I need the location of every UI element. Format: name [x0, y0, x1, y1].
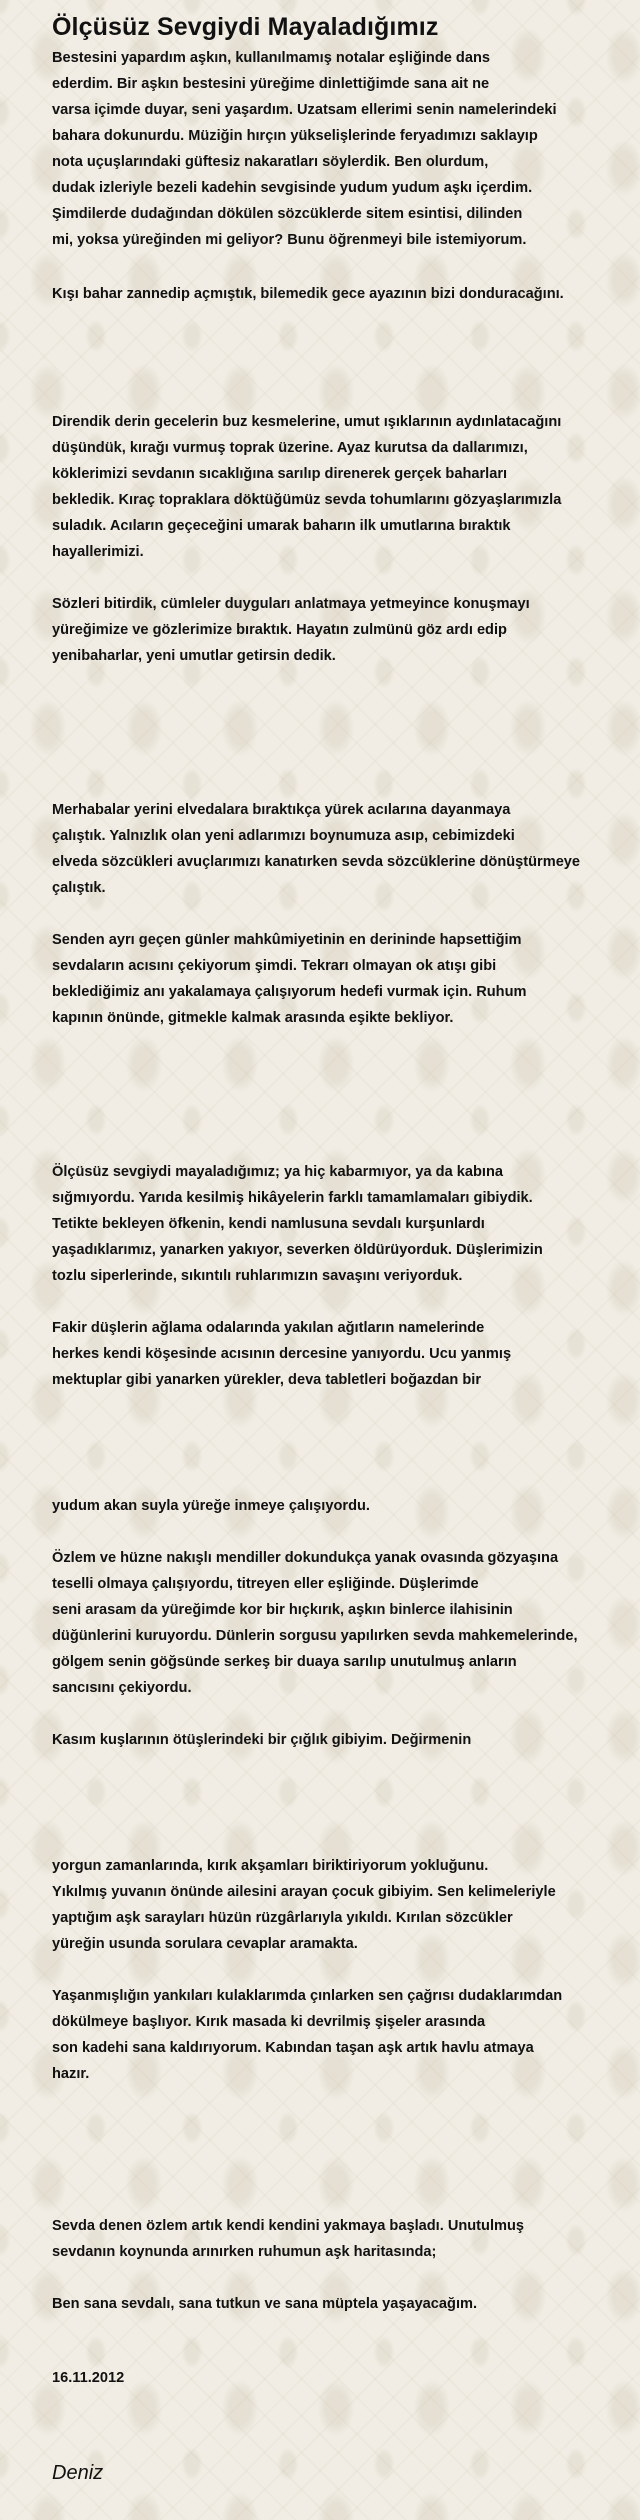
text-line: Merhabalar yerini elvedalara bıraktıkça yürek acılarına dayanmaya — [52, 802, 511, 818]
text-line: sancısını çekiyordu. — [52, 1680, 192, 1696]
text-line: Fakir düşlerin ağlama odalarında yakılan ağıtların namelerinde — [52, 1320, 485, 1336]
text-line: Sözleri bitirdik, cümleler duyguları anlatmaya yetmeyince konuşmayı — [52, 596, 530, 612]
text-line: Kışı bahar zannedip açmıştık, bilemedik gece ayazının bizi donduracağını. — [52, 286, 564, 302]
text-line: Senden ayrı geçen günler mahkûmiyetinin en derininde hapsettiğim — [52, 932, 522, 948]
text-line: mi, yoksa yüreğinden mi geliyor? Bunu öğrenmeyi bile istemiyorum. — [52, 232, 527, 248]
text-line: teselli olmaya çalışıyordu, titreyen eller eşliğinde. Düşlerimde — [52, 1576, 479, 1592]
article-title: Ölçüsüz Sevgiydi Mayaladığımız — [52, 13, 439, 41]
text-line: yorgun zamanlarında, kırık akşamları biriktiriyorum yokluğunu. — [52, 1858, 489, 1874]
text-line: elveda sözcükleri avuçlarımızı kanatırken sevda sözcüklerine dönüştürmeye — [52, 854, 581, 870]
text-line: çalıştık. Yalnızlık olan yeni adlarımızı boynumuza asıp, cebimizdeki — [52, 828, 515, 844]
text-line: Tetikte bekleyen öfkenin, kendi namlusuna sevdalı kurşunlardı — [52, 1216, 485, 1232]
text-line: bekledik. Kıraç topraklara döktüğümüz sevda tohumlarını gözyaşlarımızla — [52, 492, 562, 508]
author-signature: Deniz — [52, 2462, 104, 2484]
text-line: sevdaların acısını çekiyorum şimdi. Tekrarı olmayan ok atışı gibi — [52, 958, 497, 974]
text-line: düşündük, kırağı vurmuş toprak üzerine. Ayaz kurutsa da dallarımızı, — [52, 440, 528, 456]
text-line: yaşadıklarımız, yanarken yakıyor, severken öldürüyorduk. Düşlerimizin — [52, 1242, 543, 1258]
text-line: sevdanın koynunda arınırken ruhumun aşk haritasında; — [52, 2244, 437, 2260]
text-line: tozlu siperlerinde, sıkıntılı ruhlarımızın savaşını veriyorduk. — [52, 1268, 463, 1284]
text-line: hazır. — [52, 2066, 90, 2082]
text-line: ederdim. Bir aşkın bestesini yüreğime dinlettiğimde sana ait ne — [52, 76, 490, 92]
text-line: kapının önünde, gitmekle kalmak arasında eşikte bekliyor. — [52, 1010, 454, 1026]
text-line: dudak izleriyle bezeli kadehin sevgisinde yudum yudum aşkı içerdim. — [52, 180, 533, 196]
text-line: yaptığım aşk sarayları hüzün rüzgârlarıyla yıkıldı. Kırılan sözcükler — [52, 1910, 513, 1926]
text-line: nota uçuşlarındaki güftesiz nakaratları söylerdik. Ben olurdum, — [52, 154, 489, 170]
text-line: hayallerimizi. — [52, 544, 144, 560]
text-line: yüreğin usunda sorulara cevaplar aramakta. — [52, 1936, 358, 1952]
text-line: dökülmeye başlıyor. Kırık masada ki devrilmiş şişeler arasında — [52, 2014, 486, 2030]
text-line: Yaşanmışlığın yankıları kulaklarımda çınlarken sen çağrısı dudaklarımdan — [52, 1988, 563, 2004]
text-line: Sevda denen özlem artık kendi kendini yakmaya başladı. Unutulmuş — [52, 2218, 525, 2234]
text-line: yudum akan suyla yüreğe inmeye çalışıyordu. — [52, 1498, 370, 1514]
text-line: düğünlerini kuruyordu. Dünlerin sorgusu yapılırken sevda mahkemelerinde, — [52, 1628, 578, 1644]
text-line: beklediğimiz anı yakalamaya çalışıyorum hedefi vurmak için. Ruhum — [52, 984, 527, 1000]
text-line: herkes kendi köşesinde acısının dercesine yanıyordu. Ucu yanmış — [52, 1346, 512, 1362]
text-line: sığmıyordu. Yarıda kesilmiş hikâyelerin farklı tamamlamaları gibiydik. — [52, 1190, 533, 1206]
text-line: mektuplar gibi yanarken yürekler, deva tabletleri boğazdan bir — [52, 1372, 482, 1388]
text-line: gölgem senin göğsünde serkeş bir duaya sarılıp unutulmuş anların — [52, 1654, 517, 1670]
text-line: varsa içimde duyar, seni yaşardım. Uzatsam ellerimi senin namelerindeki — [52, 102, 557, 118]
text-line: bahara dokunurdu. Müziğin hırçın yükselişlerinde feryadımızı saklayıp — [52, 128, 538, 144]
text-line: Özlem ve hüzne nakışlı mendiller dokundukça yanak ovasında gözyaşına — [52, 1550, 559, 1566]
text-line: Yıkılmış yuvanın önünde ailesini arayan çocuk gibiyim. Sen kelimeleriyle — [52, 1884, 556, 1900]
text-line: Direndik derin gecelerin buz kesmelerine, umut ışıklarının aydınlatacağını — [52, 414, 562, 430]
text-line: suladık. Acıların geçeceğini umarak baharın ilk umutlarına bıraktık — [52, 518, 511, 534]
text-line: son kadehi sana kaldırıyorum. Kabından taşan aşk artık havlu atmaya — [52, 2040, 534, 2056]
text-line: yüreğimize ve gözlerimize bıraktık. Hayatın zulmünü göz ardı edip — [52, 622, 507, 638]
text-line: çalıştık. — [52, 880, 106, 896]
text-line: Kasım kuşlarının ötüşlerindeki bir çığlık gibiyim. Değirmenin — [52, 1732, 472, 1748]
text-line: seni arasam da yüreğimde kor bir hıçkırık, aşkın binlerce ilahisinin — [52, 1602, 513, 1618]
text-line: Ölçüsüz sevgiydi mayaladığımız; ya hiç kabarmıyor, ya da kabına — [52, 1164, 503, 1180]
text-line: Şimdilerde dudağından dökülen sözcüklerde sitem esintisi, dilinden — [52, 206, 523, 222]
text-line: Bestesini yapardım aşkın, kullanılmamış notalar eşliğinde dans — [52, 50, 490, 66]
text-line: köklerimizi sevdanın sıcaklığına sarılıp direnerek gerçek baharları — [52, 466, 508, 482]
text-line: Ben sana sevdalı, sana tutkun ve sana müptela yaşayacağım. — [52, 2296, 478, 2312]
post-date: 16.11.2012 — [52, 2370, 125, 2386]
text-line: yenibaharlar, yeni umutlar getirsin dedik. — [52, 648, 336, 664]
